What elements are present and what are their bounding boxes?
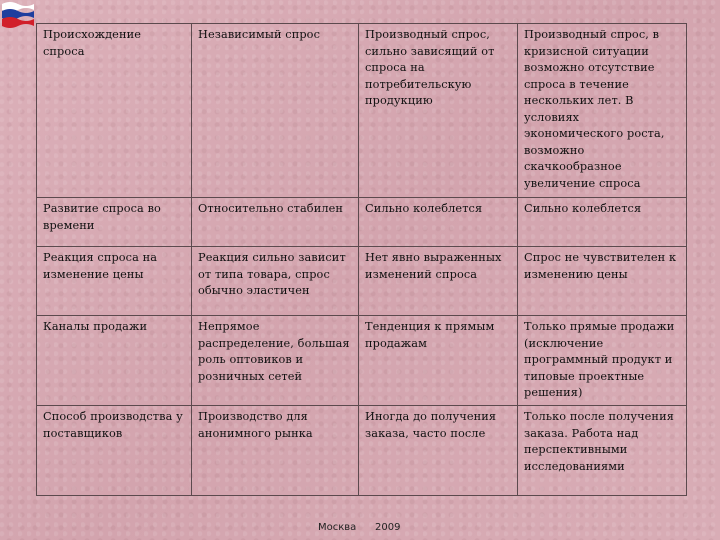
table-cell: Только прямые продажи (исключение программный продукт и типовые проектные решения) (518, 316, 687, 406)
table-row (37, 247, 687, 316)
row-header-cell: Развитие спроса во времени (37, 198, 192, 247)
row-header-cell: Реакция спроса на изменение цены (37, 247, 192, 316)
table-row (37, 24, 687, 198)
flag-wave-icon (0, 0, 36, 30)
table-cell: Нет явно выраженных изменений спроса (359, 247, 518, 316)
row-header-cell: Происхождение спроса (37, 24, 192, 198)
demand-comparison-table (36, 23, 687, 496)
table-cell: Независимый спрос (192, 24, 359, 198)
table-row (37, 316, 687, 406)
table-row (37, 198, 687, 247)
row-header-cell: Каналы продажи (37, 316, 192, 406)
footer-city: Москва (318, 522, 357, 533)
table-cell: Спрос не чувствителен к изменению цены (518, 247, 687, 316)
table-cell: Только после получения заказа. Работа над перспективными исследованиями (518, 406, 687, 496)
table-cell: Сильно колеблется (518, 198, 687, 247)
table-cell: Иногда до получения заказа, часто после (359, 406, 518, 496)
row-header-cell: Способ производства у поставщиков (37, 406, 192, 496)
table-cell: Относительно стабилен (192, 198, 359, 247)
table-cell: Производный спрос, в кризисной ситуации возможно отсутствие спроса в течение нескольких лет. В условиях экономического роста, возможно скачкообразное увеличение спроса (518, 24, 687, 198)
table-cell: Сильно колеблется (359, 198, 518, 247)
table-cell: Реакция сильно зависит от типа товара, спрос обычно эластичен (192, 247, 359, 316)
table-cell: Производный спрос, сильно зависящий от спроса на потребительскую продукцию (359, 24, 518, 198)
table-cell: Производство для анонимного рынка (192, 406, 359, 496)
table-cell: Непрямое распределение, большая роль оптовиков и розничных сетей (192, 316, 359, 406)
footer-year: 2009 (375, 522, 401, 533)
table-row (37, 406, 687, 496)
table-cell: Тенденция к прямым продажам (359, 316, 518, 406)
